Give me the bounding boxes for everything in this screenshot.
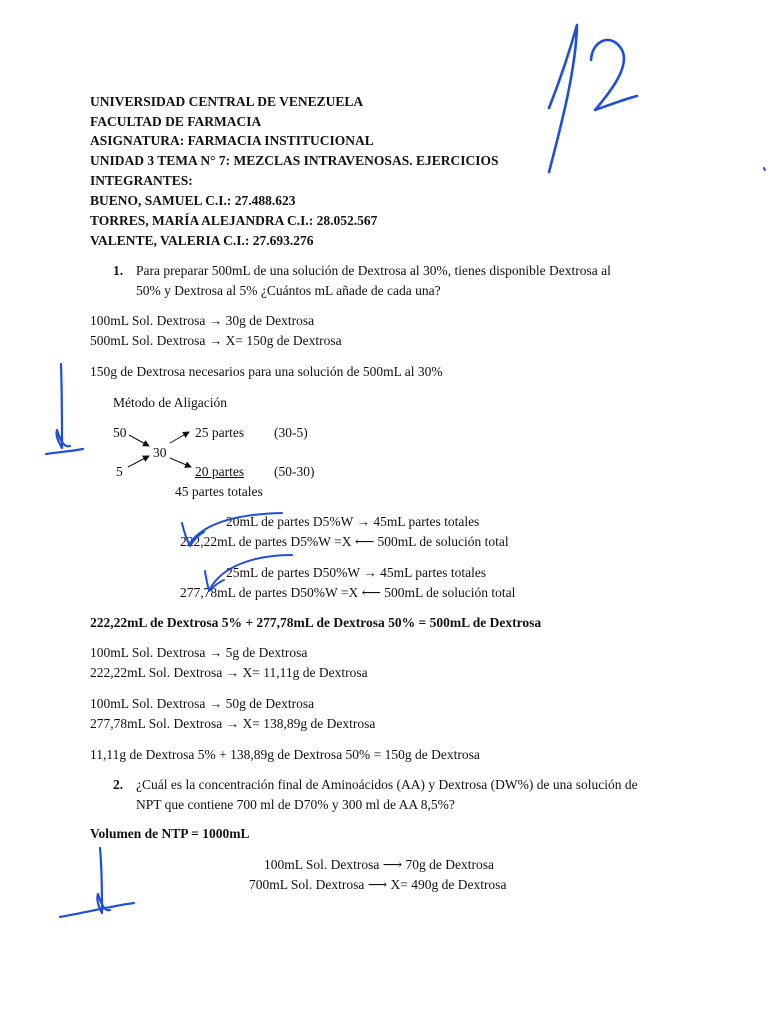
members-label: INTEGRANTES:	[90, 173, 193, 188]
rule1-line1: 20mL de partes D5%W → 45mL partes totales	[226, 514, 480, 529]
check-mark-icon	[60, 848, 134, 917]
check1-line1: 100mL Sol. Dextrosa → 5g de Dextrosa	[90, 645, 308, 660]
method-title: Método de Aligación	[113, 395, 227, 410]
q1-text-line2: 50% y Dextrosa al 5% ¿Cuántos mL añade de cada una?	[136, 283, 441, 298]
check2-line1: 100mL Sol. Dextrosa → 50g de Dextrosa	[90, 696, 315, 711]
check-mark-icon	[46, 364, 83, 454]
q2-calc-1: 100mL Sol. Dextrosa ⟶ 70g de Dextrosa	[264, 857, 494, 872]
check1-line2: 222,22mL Sol. Dextrosa → X= 11,11g de Dextrosa	[90, 665, 368, 680]
q2-volume: Volumen de NTP = 1000mL	[90, 826, 250, 841]
q1-text-line1: Para preparar 500mL de una solución de Dextrosa al 30%, tienes disponible Dextrosa al	[136, 263, 611, 278]
alligation-parts-2-calc: (50-30)	[274, 464, 315, 479]
alligation-parts-1: 25 partes	[195, 425, 245, 440]
check2-line2: 277,78mL Sol. Dextrosa → X= 138,89g de Dextrosa	[90, 716, 376, 731]
faculty-name: FACULTAD DE FARMACIA	[90, 114, 262, 129]
check-sum: 11,11g de Dextrosa 5% + 138,89g de Dextrosa 50% = 150g de Dextrosa	[90, 747, 480, 762]
alligation-parts-1-calc: (30-5)	[274, 425, 308, 440]
member-3: VALENTE, VALERIA C.I.: 27.693.276	[90, 233, 314, 248]
q1-number: 1.	[113, 263, 124, 278]
q2-text-line1: ¿Cuál es la concentración final de Aminoácidos (AA) y Dextrosa (DW%) de una solución de	[136, 777, 638, 792]
rule2-line1: 25mL de partes D50%W → 45mL partes totales	[226, 565, 487, 580]
university-name: UNIVERSIDAD CENTRAL DE VENEZUELA	[90, 94, 364, 109]
member-1: BUENO, SAMUEL C.I.: 27.488.623	[90, 193, 296, 208]
q2-calc-2: 700mL Sol. Dextrosa ⟶ X= 490g de Dextrosa	[249, 877, 507, 892]
alligation-high: 50	[113, 425, 127, 440]
curved-arrow-icon	[205, 555, 292, 591]
q1-calc-1: 100mL Sol. Dextrosa → 30g de Dextrosa	[90, 313, 315, 328]
q2-text-line2: NPT que contiene 700 ml de D70% y 300 ml de AA 8,5%?	[136, 797, 455, 812]
member-2: TORRES, MARÍA ALEJANDRA C.I.: 28.052.567	[90, 213, 378, 228]
rule1-line2: 222,22mL de partes D5%W =X ⟵ 500mL de solución total	[180, 534, 509, 549]
unit-title: UNIDAD 3 TEMA N° 7: MEZCLAS INTRAVENOSAS. EJERCICIOS	[90, 153, 499, 168]
curved-arrow-icon	[182, 513, 282, 546]
alligation-total: 45 partes totales	[175, 484, 263, 499]
grade-mark	[549, 25, 765, 172]
alligation-low: 5	[116, 464, 123, 479]
q1-needed: 150g de Dextrosa necesarios para una solución de 500mL al 30%	[90, 364, 443, 379]
q1-calc-2: 500mL Sol. Dextrosa → X= 150g de Dextrosa	[90, 333, 342, 348]
rule2-line2: 277,78mL de partes D50%W =X ⟵ 500mL de solución total	[180, 585, 516, 600]
alligation-parts-2: 20 partes	[195, 464, 245, 479]
q1-result: 222,22mL de Dextrosa 5% + 277,78mL de Dextrosa 50% = 500mL de Dextrosa	[90, 615, 542, 630]
subject-name: ASIGNATURA: FARMACIA INSTITUCIONAL	[90, 133, 374, 148]
q2-number: 2.	[113, 777, 124, 792]
alligation-target: 30	[153, 445, 167, 460]
